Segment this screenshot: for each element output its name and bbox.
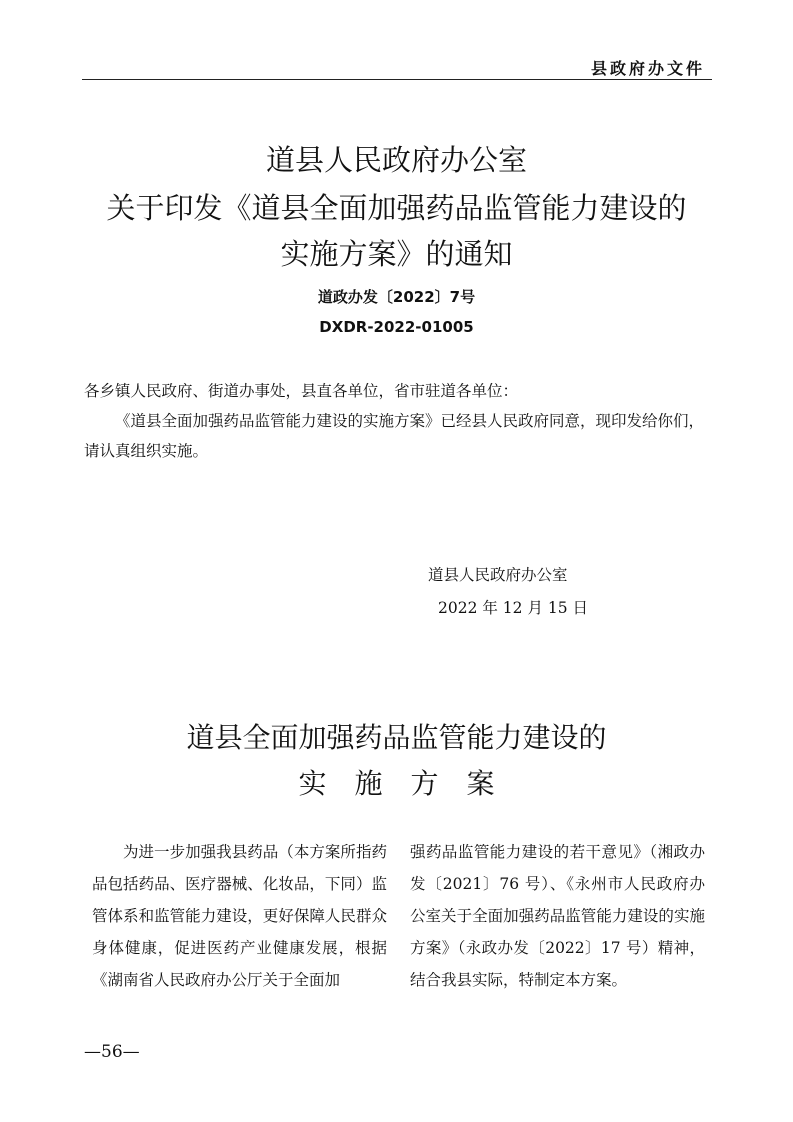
plan-intro-left-column [92, 836, 387, 996]
notice-body: 《道县全面加强药品监管能力建设的实施方案》已经县人民政府同意，现印发给你们，请认真组织实施。 [84, 412, 705, 460]
doc-number: 道政办发〔2022〕7号 [317, 288, 476, 306]
plan-title-line-1: 道县全面加强药品监管能力建设的 [186, 721, 607, 754]
header-label: 县政府办文件 [590, 59, 705, 78]
header-rule [82, 79, 712, 80]
page-number: —56— [84, 1042, 140, 1062]
issue-date: 2022 年 12 月 15 日 [438, 599, 589, 617]
signature: 道县人民政府办公室 [428, 566, 568, 584]
plan-intro-right-text: 强药品监管能力建设的若干意见》（湘政办发〔2021〕76 号）、《永州市人民政府办公室关于全面加强药品监管能力建设的实施方案》（永政办发〔2022〕17 号）精神，结合我县实际，特制定本方案。 [410, 843, 705, 989]
plan-intro-left-text: 为进一步加强我县药品（本方案所指药品包括药品、医疗器械、化妆品，下同）监管体系和监管能力建设，更好保障人民群众身体健康，促进医药产业健康发展，根据《湖南省人民政府办公厅关于全面加 [92, 843, 387, 989]
plan-title-line-2: 实施方案 [298, 767, 523, 800]
notice-title-line-1: 道县人民政府办公室 [265, 143, 527, 177]
notice-title-line-2: 关于印发《道县全面加强药品监管能力建设的 [106, 191, 687, 225]
plan-intro-right-column [410, 836, 705, 996]
addressee: 各乡镇人民政府、街道办事处，县直各单位，省市驻道各单位： [84, 382, 519, 400]
notice-title-line-3: 实施方案》的通知 [280, 237, 513, 271]
doc-code: DXDR-2022-01005 [319, 318, 474, 336]
